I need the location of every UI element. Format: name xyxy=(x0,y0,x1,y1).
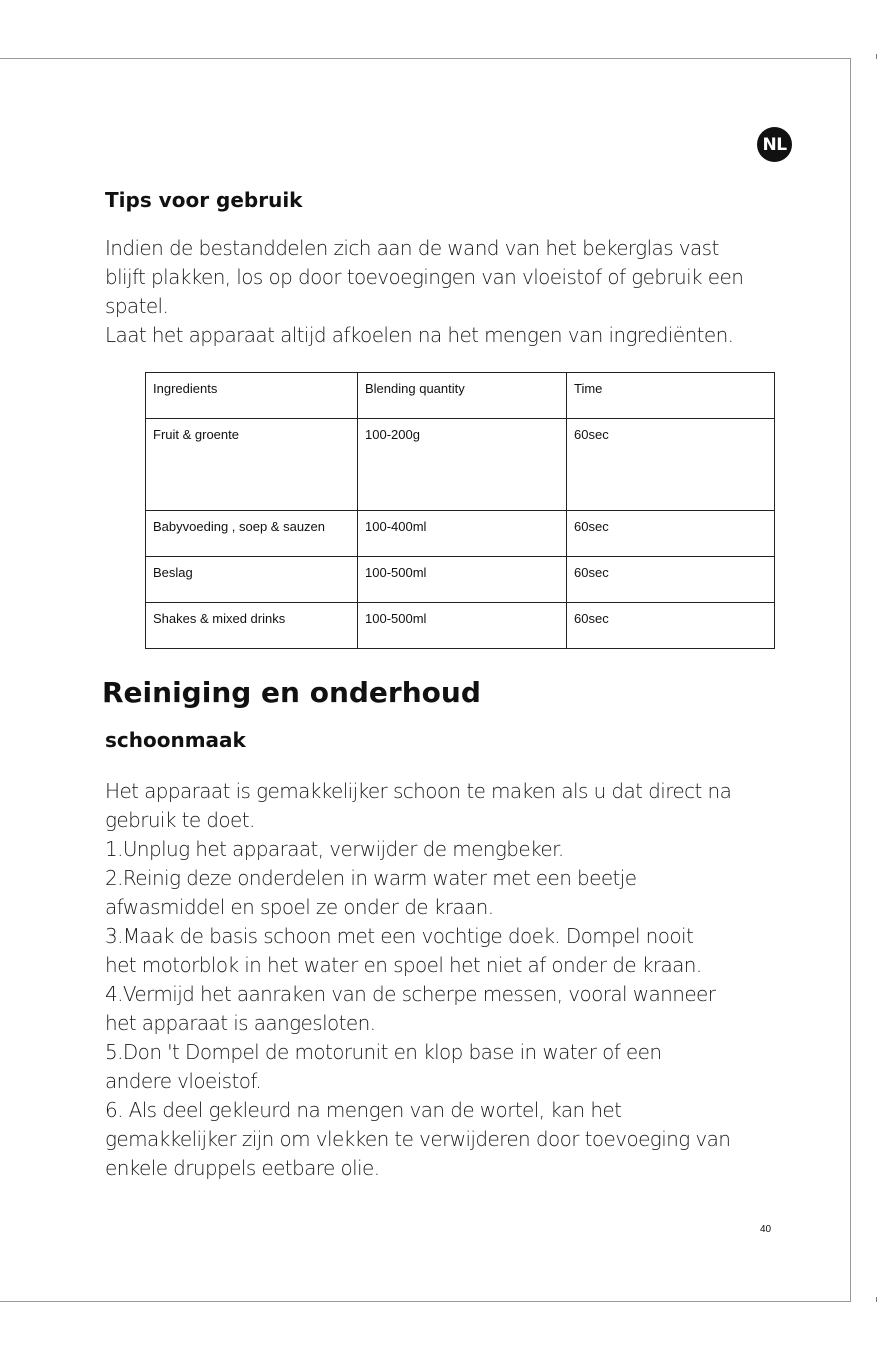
table-row xyxy=(146,419,775,511)
page-border-right xyxy=(850,58,851,1302)
table-row xyxy=(146,557,775,603)
cleaning-title: Reiniging en onderhoud xyxy=(102,676,481,709)
cleaning-line: 5.Don 't Dompel de motorunit en klop base in water of een xyxy=(105,1040,662,1064)
table-cell: 100-500ml xyxy=(358,557,567,603)
tips-line: Laat het apparaat altijd afkoelen na het mengen van ingrediënten. xyxy=(105,323,734,347)
table-cell: 100-200g xyxy=(358,419,567,511)
cleaning-line: 3.Maak de basis schoon met een vochtige doek. Dompel nooit xyxy=(105,924,694,948)
table-cell: 60sec xyxy=(567,557,775,603)
page-number: 40 xyxy=(760,1224,772,1235)
tips-line: spatel. xyxy=(105,294,169,318)
table-header-cell: Time xyxy=(567,373,775,419)
cleaning-line: 6. Als deel gekleurd na mengen van de wortel, kan het xyxy=(105,1098,622,1122)
cleaning-line: 1.Unplug het apparaat, verwijder de mengbeker. xyxy=(105,837,564,861)
table-cell: 100-400ml xyxy=(358,511,567,557)
cleaning-paragraph xyxy=(105,777,731,1183)
cleaning-line: Het apparaat is gemakkelijker schoon te maken als u dat direct na xyxy=(105,779,732,803)
page-border-top xyxy=(0,58,851,59)
tips-paragraph xyxy=(105,234,743,350)
table-header-cell: Ingredients xyxy=(146,373,358,419)
cleaning-line: andere vloeistof. xyxy=(105,1069,262,1093)
table-cell: Shakes & mixed drinks xyxy=(146,603,358,649)
cleaning-line: gemakkelijker zijn om vlekken te verwijderen door toevoeging van xyxy=(105,1127,731,1151)
cleaning-line: 4.Vermijd het aanraken van de scherpe messen, vooral wanneer xyxy=(105,982,716,1006)
table-cell: Beslag xyxy=(146,557,358,603)
cleaning-line: het apparaat is aangesloten. xyxy=(105,1011,376,1035)
table-cell: Babyvoeding , soep & sauzen xyxy=(146,511,358,557)
table-row xyxy=(146,511,775,557)
cleaning-line: enkele druppels eetbare olie. xyxy=(105,1156,380,1180)
crop-mark xyxy=(876,1297,877,1302)
cleaning-line: afwasmiddel en spoel ze onder de kraan. xyxy=(105,895,494,919)
table-cell: 60sec xyxy=(567,511,775,557)
cleaning-line: gebruik te doet. xyxy=(105,808,255,832)
crop-mark xyxy=(876,54,877,59)
blending-table xyxy=(145,372,775,649)
language-badge: NL xyxy=(757,127,792,162)
cleaning-subtitle: schoonmaak xyxy=(105,728,246,752)
table-cell: Fruit & groente xyxy=(146,419,358,511)
page-border-bottom xyxy=(0,1301,851,1302)
table-cell: 60sec xyxy=(567,603,775,649)
table-cell: 100-500ml xyxy=(358,603,567,649)
tips-heading: Tips voor gebruik xyxy=(105,188,303,212)
cleaning-line: het motorblok in het water en spoel het niet af onder de kraan. xyxy=(105,953,702,977)
table-header-cell: Blending quantity xyxy=(358,373,567,419)
table-header-row xyxy=(146,373,775,419)
tips-line: blijft plakken, los op door toevoegingen van vloeistof of gebruik een xyxy=(105,265,744,289)
tips-line: Indien de bestanddelen zich aan de wand van het bekerglas vast xyxy=(105,236,719,260)
table-cell: 60sec xyxy=(567,419,775,511)
cleaning-line: 2.Reinig deze onderdelen in warm water met een beetje xyxy=(105,866,637,890)
table-row xyxy=(146,603,775,649)
